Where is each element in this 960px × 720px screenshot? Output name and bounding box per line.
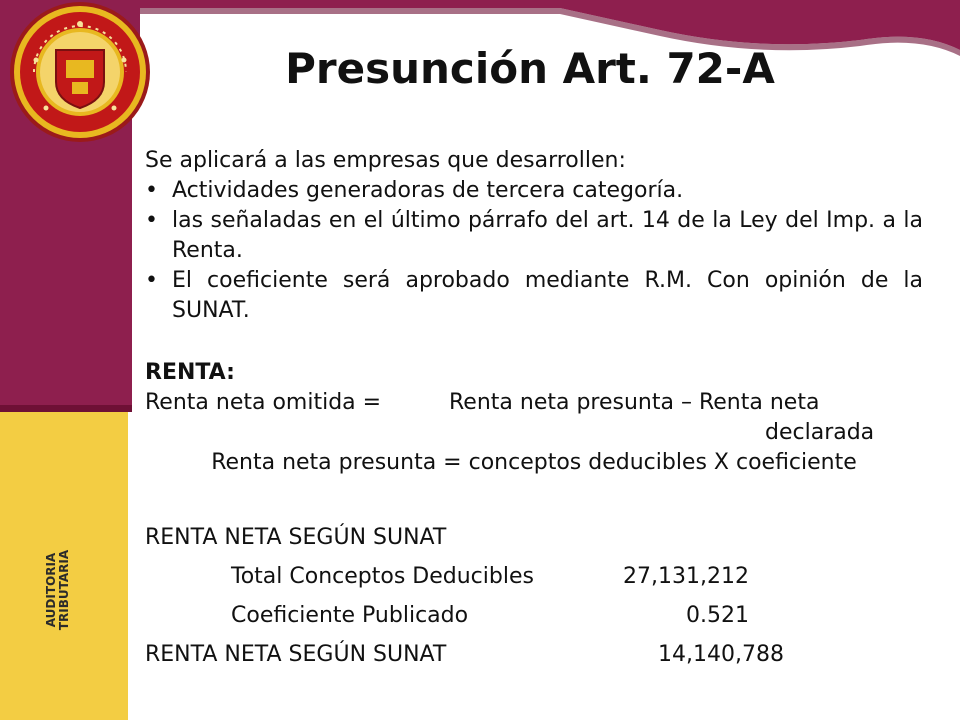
side-label-line-1: AUDITORIA xyxy=(44,552,58,628)
slide-title: Presunción Art. 72-A xyxy=(285,44,775,93)
formula-rhs-continuation: declarada xyxy=(765,420,875,445)
renta-heading: RENTA: xyxy=(145,360,235,385)
formula-rhs: Renta neta presunta – Renta neta xyxy=(449,390,820,415)
calc-row-value: 27,131,212 xyxy=(623,563,749,589)
side-label-line-2: TRIBUTARIA xyxy=(57,549,71,631)
calc-row-value: 0.521 xyxy=(686,602,749,628)
intro-text: Se aplicará a las empresas que desarrollen: xyxy=(145,148,626,173)
table-row xyxy=(145,596,923,635)
bullet-item: • las señaladas en el último párrafo del art. 14 de la Ley del Imp. a la Renta. xyxy=(145,206,923,266)
bullet-item: • Actividades generadoras de tercera categoría. xyxy=(145,176,923,206)
calc-result-row xyxy=(145,635,923,674)
formula-presunta: Renta neta presunta = conceptos deducibles X coeficiente xyxy=(211,450,857,475)
calc-header-row xyxy=(145,518,923,557)
calc-table xyxy=(145,518,923,674)
calc-header: RENTA NETA SEGÚN SUNAT xyxy=(145,524,447,550)
bullet-list xyxy=(145,176,923,326)
slide-content xyxy=(145,146,923,674)
bullet-item: • El coeficiente será aprobado mediante R.M. Con opinión de la SUNAT. xyxy=(145,266,923,326)
calc-row-label: Coeficiente Publicado xyxy=(231,602,469,628)
calc-result-label: RENTA NETA SEGÚN SUNAT xyxy=(145,641,447,667)
formula-omitida xyxy=(145,388,923,418)
table-row xyxy=(145,557,923,596)
calc-row-label: Total Conceptos Deducibles xyxy=(231,563,534,589)
seal-logo xyxy=(10,2,150,142)
calc-result-value: 14,140,788 xyxy=(658,641,784,667)
formula-lhs: Renta neta omitida = xyxy=(145,390,382,415)
